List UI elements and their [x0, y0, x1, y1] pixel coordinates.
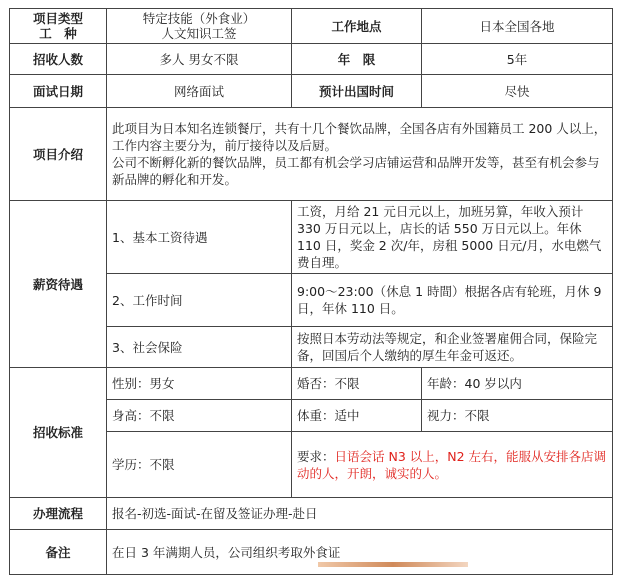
- salary-label: 薪资待遇: [10, 201, 107, 368]
- weight-field: 体重：适中: [292, 400, 422, 432]
- bottom-image-edge: [318, 562, 468, 567]
- project-intro-text: [107, 108, 613, 201]
- departure-time-label: 预计出国时间: [292, 75, 422, 108]
- salary-item-name: 3、社会保险: [107, 327, 292, 368]
- project-type-label: 项目类型 工 种: [10, 9, 107, 44]
- row-recruit-count: [10, 44, 613, 75]
- departure-time-value: 尽快: [422, 75, 613, 108]
- salary-item-detail: 工资，月给 21 元日元以上，加班另算，年收入预计 330 万日元以上，店长的话 550 万日元以上。年休 110 日，奖金 2 次/年，房租 5000 日元/月，水电燃气费自理。: [292, 201, 613, 274]
- salary-item-name: 1、基本工资待遇: [107, 201, 292, 274]
- vision-field: 视力：不限: [422, 400, 613, 432]
- age-field: 年龄：40 岁以内: [422, 368, 613, 400]
- height-field: 身高：不限: [107, 400, 292, 432]
- term-value: 5年: [422, 44, 613, 75]
- row-project-intro: [10, 108, 613, 201]
- term-label: 年 限: [292, 44, 422, 75]
- project-intro-paragraph-2: 公司不断孵化新的餐饮品牌，员工都有机会学习店铺运营和品牌开发等，甚至有机会参与新品牌的孵化和开发。: [112, 155, 600, 187]
- row-standard-1: [10, 368, 613, 400]
- project-type-value: 特定技能（外食业） 人文知识工签: [107, 9, 292, 44]
- interview-date-label: 面试日期: [10, 75, 107, 108]
- standard-label: 招收标准: [10, 368, 107, 498]
- row-interview-date: [10, 75, 613, 108]
- education-field: 学历：不限: [107, 432, 292, 498]
- note-label: 备注: [10, 530, 107, 575]
- interview-date-value: 网络面试: [107, 75, 292, 108]
- requirement-field: [292, 432, 613, 498]
- process-value: 报名-初选-面试-在留及签证办理-赴日: [107, 498, 613, 530]
- gender-field: 性别：男女: [107, 368, 292, 400]
- row-salary-basic: [10, 201, 613, 274]
- row-process: [10, 498, 613, 530]
- process-label: 办理流程: [10, 498, 107, 530]
- work-location-label: 工作地点: [292, 9, 422, 44]
- requirement-text: 日语会话 N3 以上，N2 左右，能服从安排各店调动的人，开朗，诚实的人。: [297, 448, 607, 481]
- recruit-count-value: 多人 男女不限: [107, 44, 292, 75]
- work-location-value: 日本全国各地: [422, 9, 613, 44]
- row-project-type: [10, 9, 613, 44]
- salary-item-detail: 按照日本劳动法等规定，和企业签署雇佣合同，保险完备，回国后个人缴纳的厚生年金可返还。: [292, 327, 613, 368]
- row-note: [10, 530, 613, 575]
- project-intro-paragraph-1: 此项目为日本知名连锁餐厅，共有十几个餐饮品牌，全国各店有外国籍员工 200 人以上，工作内容主要分为，前厅接待以及后厨。: [112, 121, 607, 153]
- job-info-table: [9, 8, 613, 575]
- project-intro-label: 项目介绍: [10, 108, 107, 201]
- requirement-prefix: 要求：: [297, 448, 335, 464]
- recruit-count-label: 招收人数: [10, 44, 107, 75]
- salary-item-detail: 9:00～23:00（休息 1 時間）根据各店有轮班，月休 9 日，年休 110 日。: [292, 274, 613, 327]
- salary-item-name: 2、工作时间: [107, 274, 292, 327]
- marriage-field: 婚否：不限: [292, 368, 422, 400]
- note-value: 在日 3 年满期人员，公司组织考取外食证: [107, 530, 613, 575]
